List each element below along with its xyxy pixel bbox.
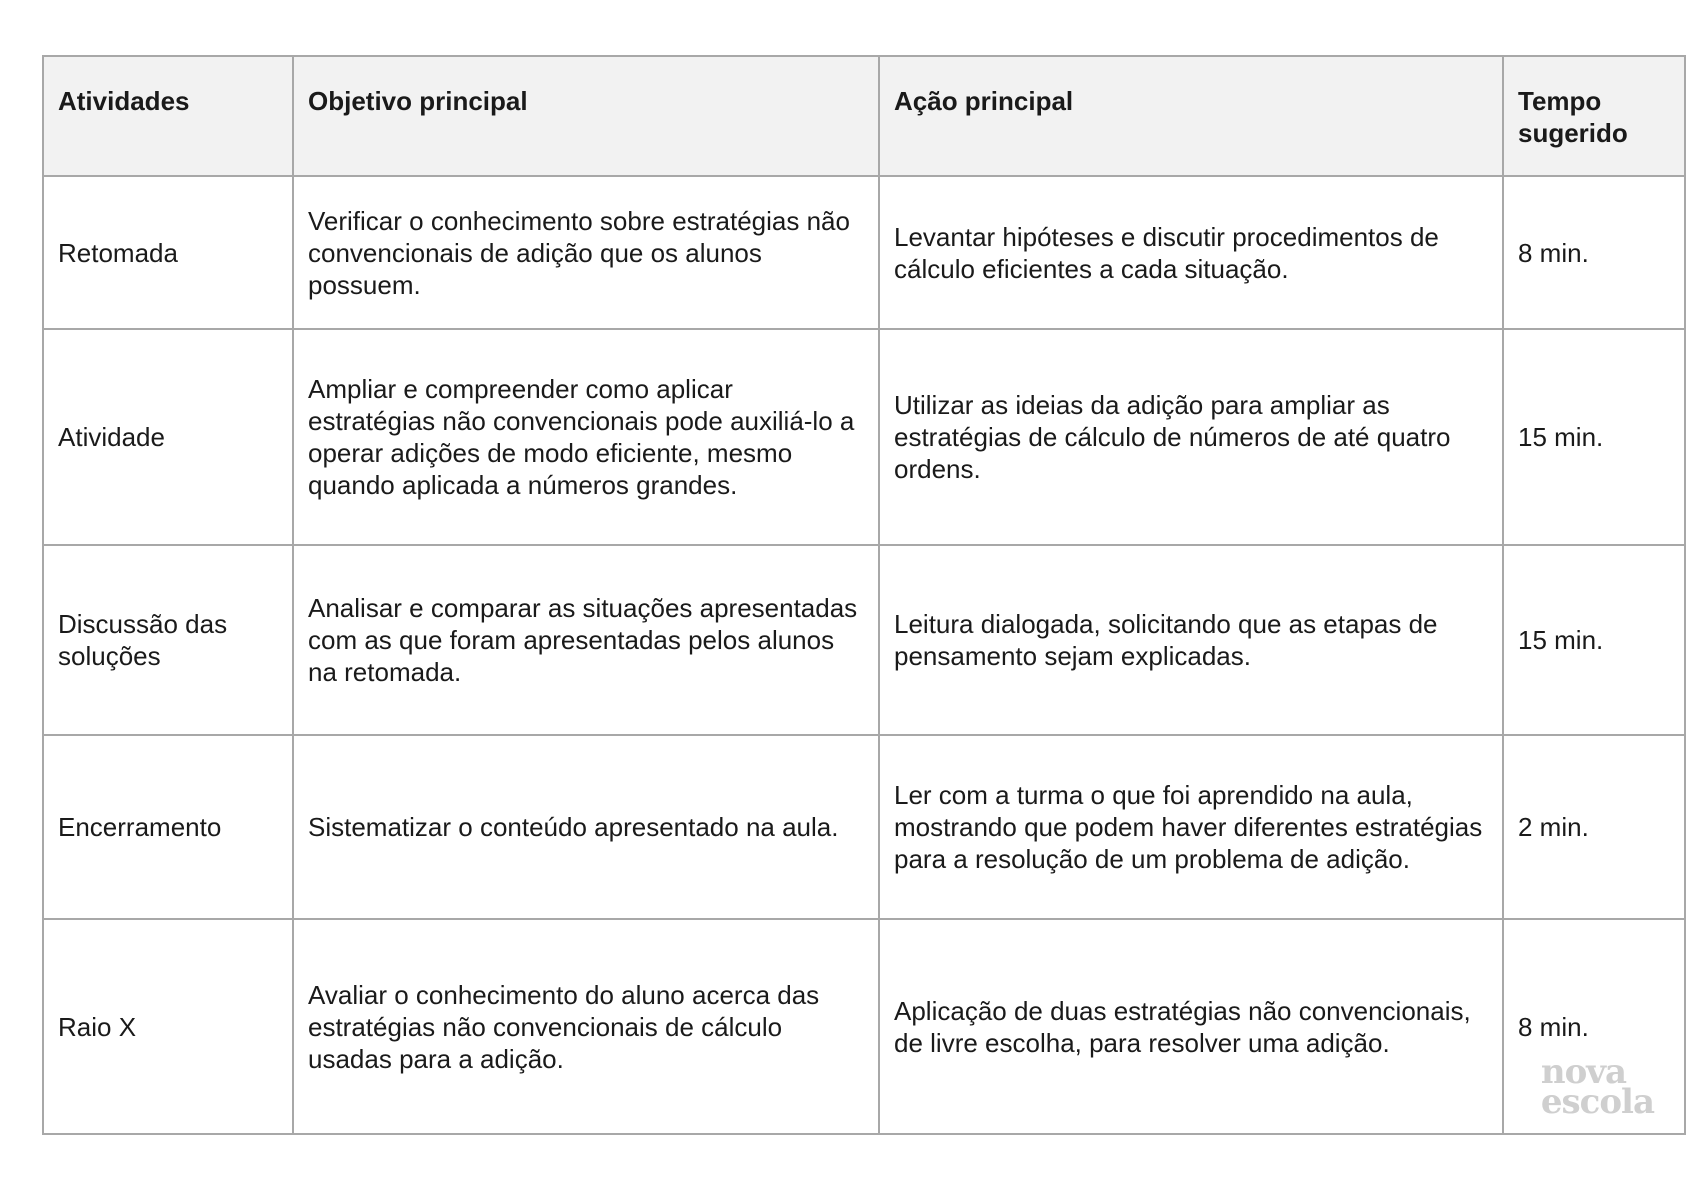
table-header-row [43,56,1685,176]
header-objetivo: Objetivo principal [293,56,879,176]
table-row [43,176,1685,329]
cell-acao: Aplicação de duas estratégias não convencionais, de livre escolha, para resolver uma adição. [879,919,1503,1134]
cell-acao: Leitura dialogada, solicitando que as etapas de pensamento sejam explicadas. [879,545,1503,735]
cell-atividade: Discussão das soluções [43,545,293,735]
cell-tempo: 8 min. [1518,1011,1589,1042]
table-row [43,735,1685,919]
cell-tempo: 15 min. [1503,545,1685,735]
cell-atividade: Atividade [43,329,293,545]
cell-atividade: Encerramento [43,735,293,919]
cell-acao: Utilizar as ideias da adição para ampliar as estratégias de cálculo de números de até quatro ordens. [879,329,1503,545]
nova-escola-logo [1540,1052,1654,1122]
cell-objetivo: Verificar o conhecimento sobre estratégias não convencionais de adição que os alunos possuem. [293,176,879,329]
cell-tempo: 2 min. [1503,735,1685,919]
header-tempo: Tempo sugerido [1503,56,1685,176]
cell-atividade: Retomada [43,176,293,329]
header-acao: Ação principal [879,56,1503,176]
cell-tempo-with-logo [1503,919,1685,1134]
lesson-plan-table [42,55,1686,1135]
cell-tempo: 8 min. [1503,176,1685,329]
logo-line-2: escola [1540,1082,1654,1122]
table-row [43,329,1685,545]
table-row [43,545,1685,735]
header-atividades: Atividades [43,56,293,176]
logo-line-1: nova [1540,1052,1627,1092]
cell-acao: Levantar hipóteses e discutir procedimentos de cálculo eficientes a cada situação. [879,176,1503,329]
cell-objetivo: Analisar e comparar as situações apresentadas com as que foram apresentadas pelos alunos na retomada. [293,545,879,735]
cell-objetivo: Avaliar o conhecimento do aluno acerca das estratégias não convencionais de cálculo usadas para a adição. [293,919,879,1134]
cell-objetivo: Ampliar e compreender como aplicar estratégias não convencionais pode auxiliá-lo a operar adições de modo eficiente, mesmo quando aplicada a números grandes. [293,329,879,545]
cell-acao: Ler com a turma o que foi aprendido na aula, mostrando que podem haver diferentes estratégias para a resolução de um problema de adição. [879,735,1503,919]
table-row [43,919,1685,1134]
cell-atividade: Raio X [43,919,293,1134]
cell-tempo: 15 min. [1503,329,1685,545]
cell-objetivo: Sistematizar o conteúdo apresentado na aula. [293,735,879,919]
